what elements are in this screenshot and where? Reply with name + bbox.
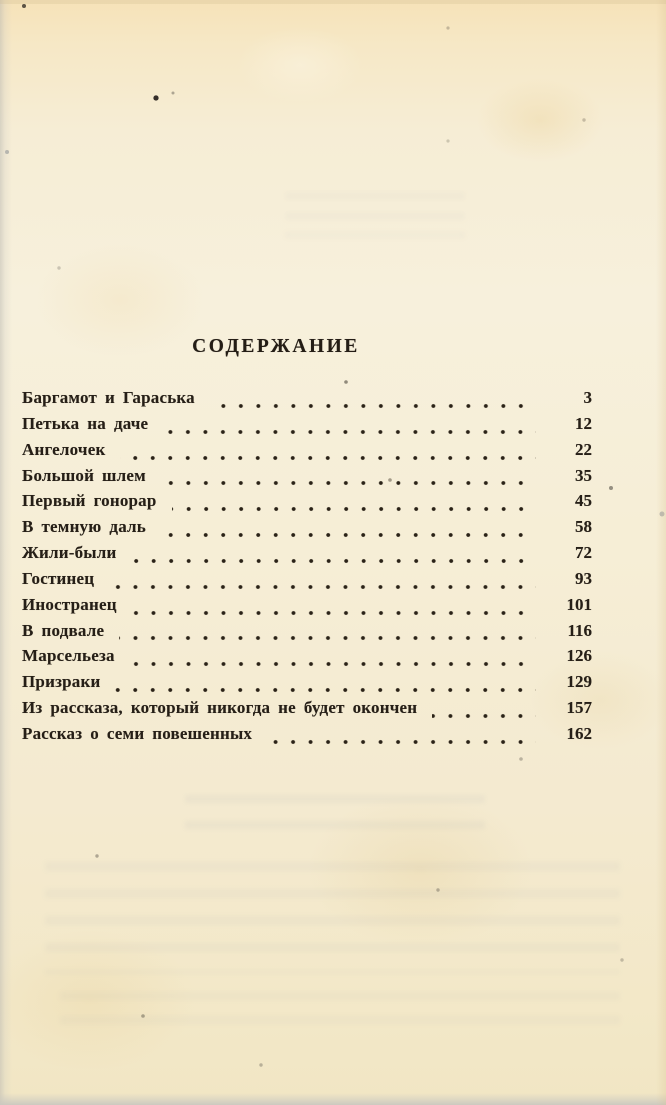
toc-entry-title: Рассказ о семи повешенных — [22, 723, 253, 743]
toc-entry-page: 35 — [575, 465, 592, 485]
toc-entry-page: 93 — [575, 568, 592, 588]
dot-leader — [132, 610, 536, 616]
dot-leader — [109, 584, 536, 590]
toc-entry-title: Ангелочек — [22, 439, 106, 459]
toc-row — [22, 672, 592, 698]
toc-row — [22, 595, 592, 621]
dot-leader — [267, 739, 536, 745]
toc-entry-title: Марсельеза — [22, 646, 115, 666]
toc-entry-title: Призраки — [22, 672, 101, 692]
dot-leader — [432, 713, 536, 719]
toc-entry-title: Из рассказа, который никогда не будет окончен — [22, 698, 418, 718]
toc-entry-title: Иностранец — [22, 594, 117, 614]
toc-row — [22, 440, 592, 466]
toc-entry-title: Петька на даче — [22, 413, 149, 433]
dot-leader — [130, 661, 536, 667]
toc-entry-title: В подвале — [22, 620, 105, 640]
dot-leader — [120, 455, 536, 461]
toc-entry-title: В темную даль — [22, 517, 146, 537]
scan-edge-bottom — [0, 1093, 666, 1105]
scan-edge-left — [0, 0, 12, 1105]
dot-leader — [163, 429, 536, 435]
dot-leader — [132, 558, 536, 564]
toc-entry-page: 116 — [567, 620, 592, 640]
page-showthrough — [60, 992, 620, 1038]
toc-entry-title: Большой шлем — [22, 465, 146, 485]
toc-entry-title: Первый гонорар — [22, 491, 157, 511]
dot-leader — [115, 687, 536, 693]
toc-entry-page: 126 — [566, 646, 592, 666]
toc-entry-page: 12 — [575, 413, 592, 433]
toc-entry-page: 45 — [575, 491, 592, 511]
toc-entry-page: 58 — [575, 517, 592, 537]
toc-row — [22, 543, 592, 569]
toc-row — [22, 646, 592, 672]
toc-entry-page: 3 — [583, 388, 592, 407]
page-showthrough — [185, 795, 485, 835]
toc-row — [22, 621, 592, 647]
toc-entry-page: 162 — [566, 723, 592, 743]
scan-edge-top — [0, 0, 666, 4]
toc-row — [22, 569, 592, 595]
toc-row — [22, 388, 592, 414]
scan-edge-right — [656, 0, 666, 1105]
page-showthrough — [45, 862, 620, 974]
toc-entry-page: 129 — [566, 672, 592, 692]
toc-entry-page: 22 — [575, 439, 592, 459]
toc-entry-title: Жили-были — [22, 543, 117, 563]
toc-row — [22, 517, 592, 543]
toc-entry-title: Гостинец — [22, 568, 95, 588]
toc-entry-page: 101 — [566, 594, 592, 614]
toc-heading: СОДЕРЖАНИЕ — [192, 336, 360, 357]
toc-entry-page: 72 — [575, 543, 592, 563]
dot-leader — [172, 506, 536, 512]
toc-row — [22, 466, 592, 492]
dot-leader — [161, 532, 536, 538]
toc-entry-title: Баргамот и Гараська — [22, 388, 195, 407]
toc-row — [22, 724, 592, 750]
toc-list — [22, 388, 592, 750]
toc-row — [22, 414, 592, 440]
dot-leader — [161, 480, 536, 486]
page-showthrough — [285, 192, 465, 238]
toc-row — [22, 698, 592, 724]
dot-leader — [210, 403, 536, 409]
toc-row — [22, 491, 592, 517]
dot-leader — [119, 635, 536, 641]
toc-entry-page: 157 — [566, 698, 592, 718]
